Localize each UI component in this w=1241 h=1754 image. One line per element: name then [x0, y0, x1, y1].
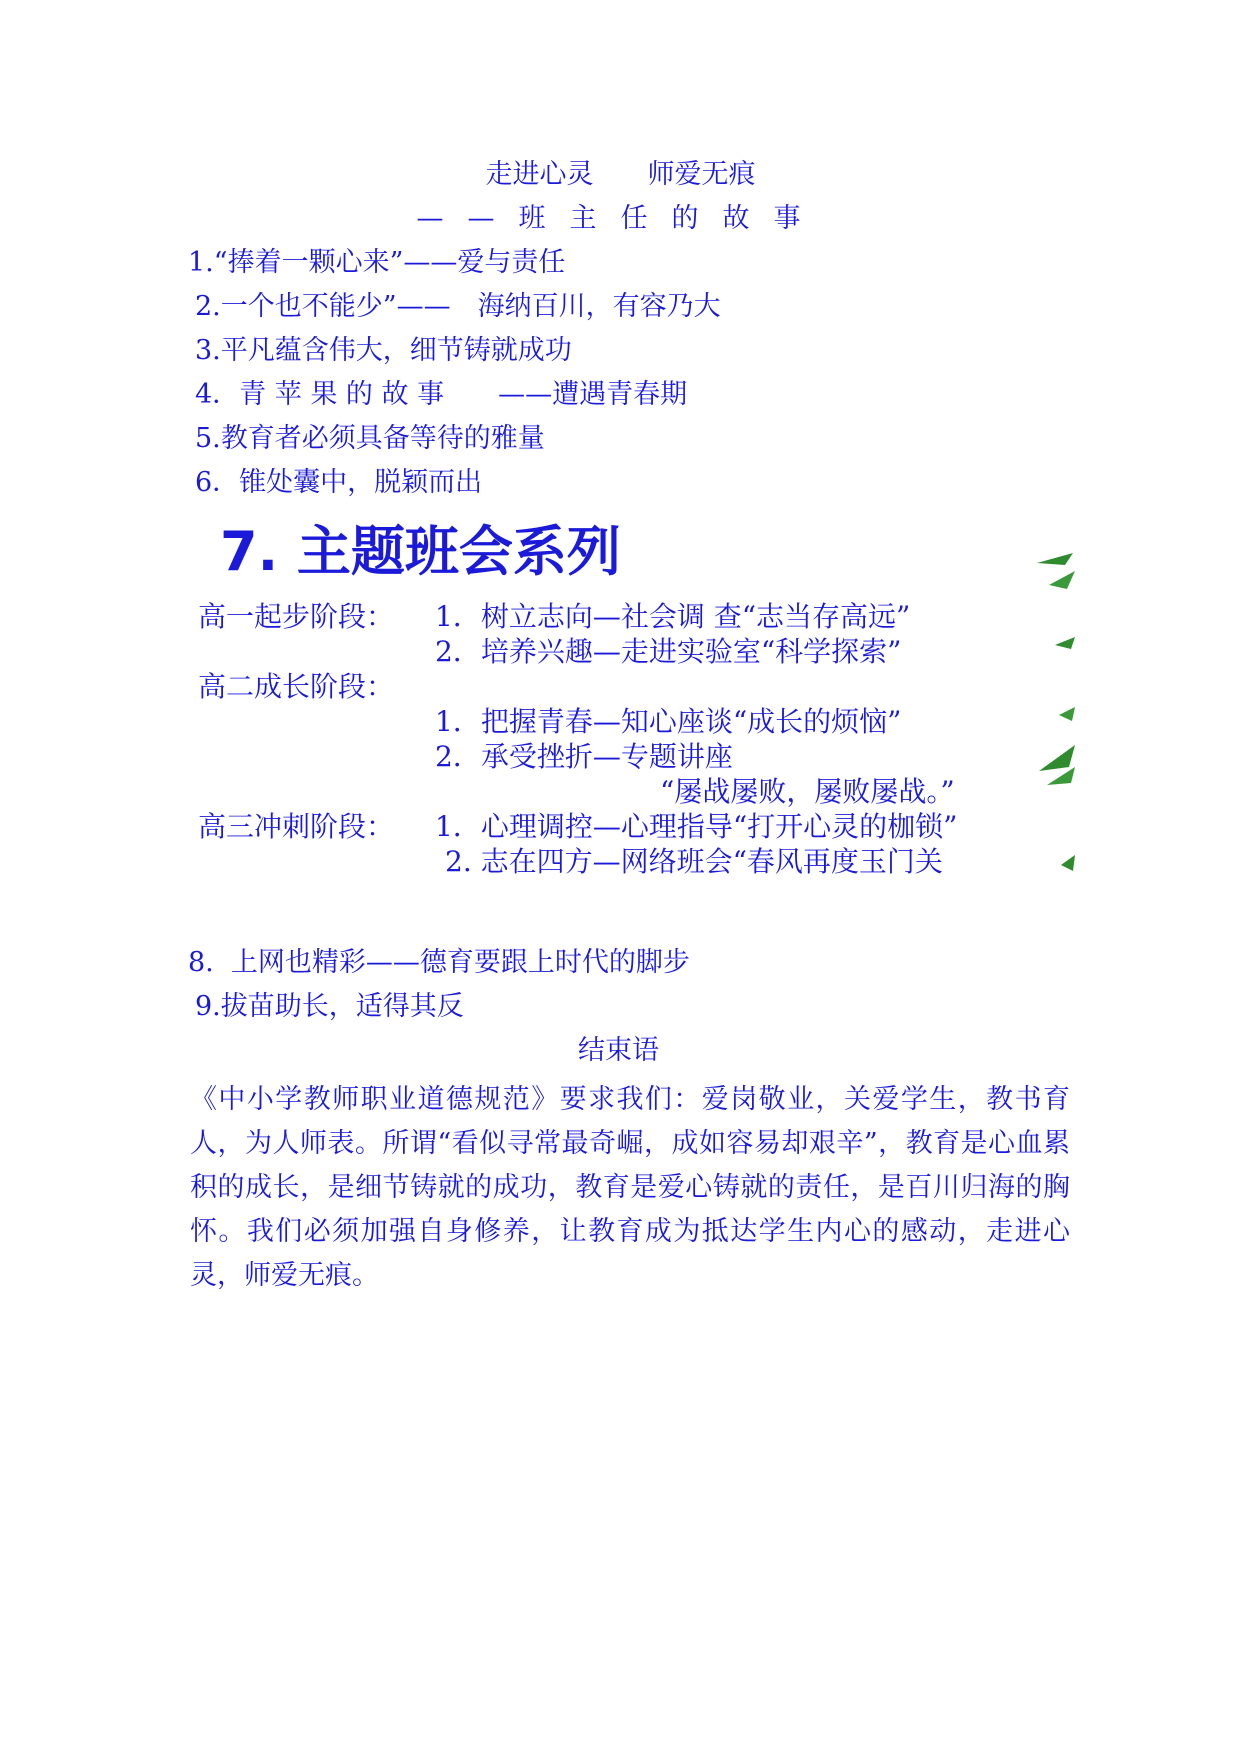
stage-1-item-2: 2．培养兴趣—走进实验室“科学探索”	[435, 635, 902, 668]
stage-2-label: 高二成长阶段：	[198, 670, 395, 703]
document-subtitle: ——班主任的故事	[416, 203, 825, 234]
stage-2-item-1: 1．把握青春—知心座谈“成长的烦恼”	[435, 705, 902, 738]
conclusion-heading: 结束语	[578, 1035, 659, 1066]
section-7-heading: 7. 主题班会系列	[220, 520, 621, 583]
list-item-2: 2.一个也不能少”—— 海纳百川，有容乃大	[195, 291, 721, 322]
list-item-6: 6．锥处囊中，脱颖而出	[195, 467, 483, 498]
stage-3-item-1: 1．心理调控—心理指导“打开心灵的枷锁”	[435, 810, 958, 843]
stage-3-label: 高三冲刺阶段：	[198, 810, 395, 843]
stage-2-item-2: 2．承受挫折—专题讲座	[435, 740, 733, 773]
list-item-9: 9.拔苗助长，适得其反	[195, 991, 464, 1022]
stage-2-item-2-quote: “屡战屡败，屡败屡战。”	[660, 775, 955, 808]
stage-1-label: 高一起步阶段：	[198, 600, 395, 633]
list-item-1: 1.“捧着一颗心来”——爱与责任	[188, 247, 566, 278]
document-title: 走进心灵 师爱无痕	[485, 159, 756, 190]
list-item-4: 4．青 苹 果 的 故 事 ——遭遇青春期	[195, 379, 688, 410]
bamboo-leaves-icon	[1035, 545, 1075, 890]
stage-3-item-2: 2. 志在四方—网络班会“春风再度玉门关	[445, 845, 943, 878]
stage-1-item-1: 1．树立志向—社会调 查“志当存高远”	[435, 600, 911, 633]
list-item-8: 8. 上网也精彩——德育要跟上时代的脚步	[188, 947, 690, 978]
list-item-3: 3.平凡蕴含伟大，细节铸就成功	[195, 335, 572, 366]
conclusion-paragraph: 《中小学教师职业道德规范》要求我们：爱岗敬业，关爱学生，教书育人，为人师表。所谓“看似寻常最奇崛，成如容易却艰辛”，教育是心血累积的成长，是细节铸就的成功，教育是爱心铸就的责任，是百川归海的胸怀。我们必须加强自身修养，让教育成为抵达学生内心的感动，走进心灵，师爱无痕。	[190, 1084, 1070, 1291]
list-item-5: 5.教育者必须具备等待的雅量	[195, 423, 545, 454]
